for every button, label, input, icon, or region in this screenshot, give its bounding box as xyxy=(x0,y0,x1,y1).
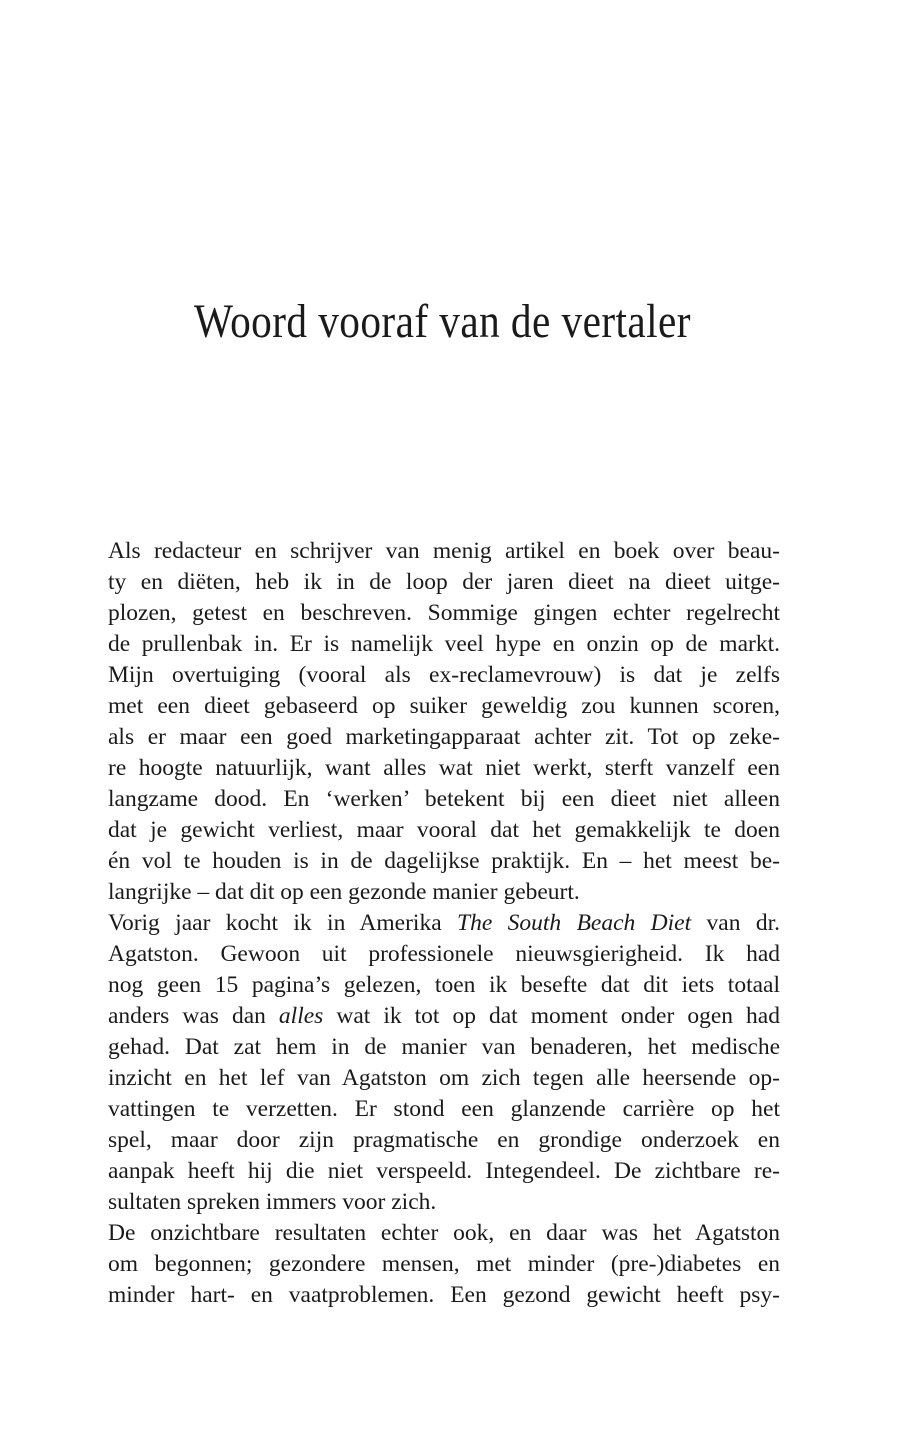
text-line: inzicht en het lef van Agatston om zich tegen alle heersende op- xyxy=(108,1065,780,1091)
text-line: langzame dood. En ‘werken’ betekent bij een dieet niet alleen xyxy=(108,786,780,812)
text-line: re hoogte natuurlijk, want alles wat niet werkt, sterft vanzelf een xyxy=(108,755,780,781)
text-line: met een dieet gebaseerd op suiker geweldig zou kunnen scoren, xyxy=(108,693,780,719)
italic-segment: The South Beach Diet xyxy=(457,910,692,936)
text-line: langrijke – dat dit op een gezonde manier gebeurt. xyxy=(108,879,580,905)
text-line: nog geen 15 pagina’s gelezen, toen ik besefte dat dit iets totaal xyxy=(108,972,780,998)
text-line: sultaten spreken immers voor zich. xyxy=(108,1189,437,1215)
text-line: als er maar een goed marketingapparaat achter zit. Tot op zeke- xyxy=(108,724,780,750)
text-segment: wat ik tot op dat moment onder ogen had xyxy=(323,1003,780,1029)
italic-segment: alles xyxy=(278,1003,324,1029)
text-line: gehad. Dat zat hem in de manier van benaderen, het medische xyxy=(108,1034,780,1060)
text-line: minder hart- en vaatproblemen. Een gezond gewicht heeft psy- xyxy=(108,1282,780,1308)
text-segment: van dr. xyxy=(691,910,780,936)
chapter-title: Woord vooraf van de vertaler xyxy=(194,295,691,348)
body-text xyxy=(108,536,780,1311)
text-line: Agatston. Gewoon uit professionele nieuwsgierigheid. Ik had xyxy=(108,941,780,967)
text-line: De onzichtbare resultaten echter ook, en daar was het Agatston xyxy=(108,1220,780,1246)
text-line: ty en diëten, heb ik in de loop der jaren dieet na dieet uitge- xyxy=(108,569,780,595)
text-line: én vol te houden is in de dagelijkse praktijk. En – het meest be- xyxy=(108,848,780,874)
text-segment: Vorig jaar kocht ik in Amerika xyxy=(108,910,458,936)
text-line: dat je gewicht verliest, maar vooral dat het gemakkelijk te doen xyxy=(108,817,780,843)
text-line xyxy=(108,908,780,939)
text-segment: anders was dan xyxy=(108,1003,279,1029)
text-line: de prullenbak in. Er is namelijk veel hype en onzin op de markt. xyxy=(108,631,780,657)
text-line: om begonnen; gezondere mensen, met minder (pre-)diabetes en xyxy=(108,1251,780,1277)
text-line: spel, maar door zijn pragmatische en grondige onderzoek en xyxy=(108,1127,780,1153)
text-line: Als redacteur en schrijver van menig artikel en boek over beau- xyxy=(108,538,780,564)
text-line: Mijn overtuiging (vooral als ex-reclamevrouw) is dat je zelfs xyxy=(108,662,780,688)
text-line: aanpak heeft hij die niet verspeeld. Integendeel. De zichtbare re- xyxy=(108,1158,780,1184)
text-line: vattingen te verzetten. Er stond een glanzende carrière op het xyxy=(108,1096,780,1122)
text-line xyxy=(108,1001,780,1032)
text-line: plozen, getest en beschreven. Sommige gingen echter regelrecht xyxy=(108,600,780,626)
